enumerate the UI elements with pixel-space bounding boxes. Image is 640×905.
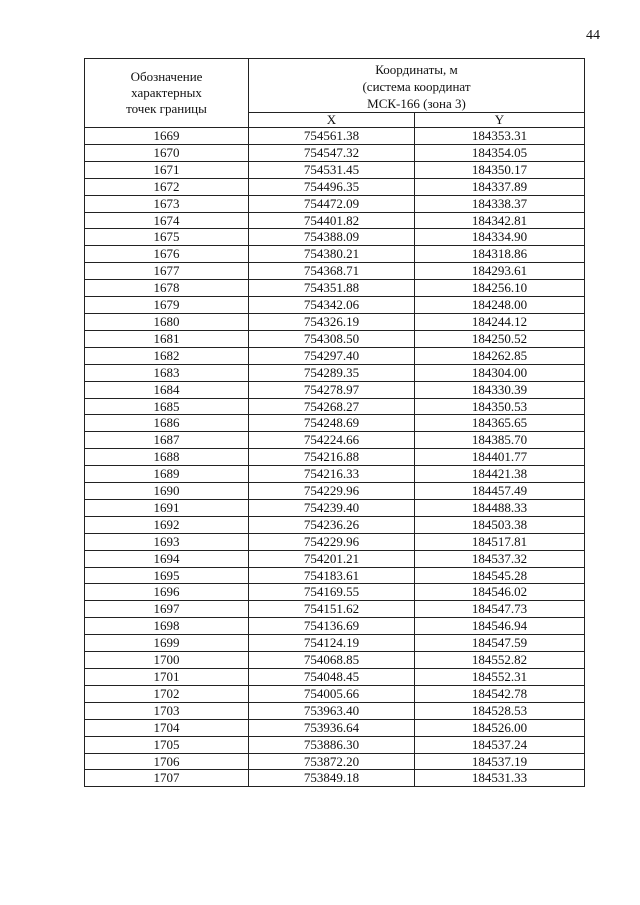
point-cell: 1695: [85, 567, 249, 584]
point-cell: 1686: [85, 415, 249, 432]
point-cell: 1688: [85, 449, 249, 466]
point-cell: 1681: [85, 330, 249, 347]
point-cell: 1673: [85, 195, 249, 212]
point-cell: 1694: [85, 550, 249, 567]
x-coordinate-cell: 754048.45: [249, 669, 415, 686]
table-row: [85, 652, 585, 669]
y-coordinate-cell: 184262.85: [415, 347, 585, 364]
page-number: 44: [586, 28, 600, 43]
y-coordinate-cell: 184248.00: [415, 297, 585, 314]
x-coordinate-cell: 753963.40: [249, 702, 415, 719]
x-coordinate-cell: 754380.21: [249, 246, 415, 263]
point-cell: 1683: [85, 364, 249, 381]
y-coordinate-cell: 184457.49: [415, 483, 585, 500]
coords-header-line: МСК-166 (зона 3): [367, 96, 466, 111]
table-row: [85, 398, 585, 415]
table-row: [85, 449, 585, 466]
table-row: [85, 347, 585, 364]
point-cell: 1669: [85, 128, 249, 145]
point-cell: 1700: [85, 652, 249, 669]
table-row: [85, 195, 585, 212]
table-row: [85, 178, 585, 195]
coords-header-line: (система координат: [362, 79, 471, 94]
table-row: [85, 635, 585, 652]
x-coordinate-cell: 754068.85: [249, 652, 415, 669]
x-coordinate-cell: 754496.35: [249, 178, 415, 195]
y-coordinate-cell: 184546.94: [415, 618, 585, 635]
y-coordinate-cell: 184256.10: [415, 280, 585, 297]
table-row: [85, 313, 585, 330]
point-cell: 1691: [85, 499, 249, 516]
y-coordinate-cell: 184318.86: [415, 246, 585, 263]
x-coordinate-cell: 754472.09: [249, 195, 415, 212]
table-row: [85, 297, 585, 314]
point-cell: 1690: [85, 483, 249, 500]
table-row: [85, 685, 585, 702]
point-cell: 1692: [85, 516, 249, 533]
table-row: [85, 364, 585, 381]
x-coordinate-cell: 754229.96: [249, 483, 415, 500]
point-cell: 1704: [85, 719, 249, 736]
x-coordinate-cell: 754401.82: [249, 212, 415, 229]
x-coordinate-cell: 754005.66: [249, 685, 415, 702]
table-header: [85, 59, 585, 128]
point-header-line: Обозначение: [130, 69, 203, 84]
x-coordinate-cell: 754216.33: [249, 466, 415, 483]
x-coordinate-cell: 754289.35: [249, 364, 415, 381]
table-row: [85, 770, 585, 787]
point-cell: 1687: [85, 432, 249, 449]
x-coordinate-cell: 754268.27: [249, 398, 415, 415]
point-cell: 1705: [85, 736, 249, 753]
point-cell: 1702: [85, 685, 249, 702]
x-coordinate-cell: 753886.30: [249, 736, 415, 753]
table-row: [85, 246, 585, 263]
table-row: [85, 550, 585, 567]
x-coordinate-cell: 754388.09: [249, 229, 415, 246]
table-row: [85, 381, 585, 398]
table-row: [85, 229, 585, 246]
y-coordinate-cell: 184334.90: [415, 229, 585, 246]
x-coordinate-cell: 754248.69: [249, 415, 415, 432]
point-cell: 1701: [85, 669, 249, 686]
table-row: [85, 736, 585, 753]
table-row: [85, 415, 585, 432]
point-cell: 1684: [85, 381, 249, 398]
x-coordinate-cell: 754229.96: [249, 533, 415, 550]
y-coordinate-cell: 184547.73: [415, 601, 585, 618]
y-coordinate-cell: 184517.81: [415, 533, 585, 550]
y-coordinate-cell: 184545.28: [415, 567, 585, 584]
point-cell: 1670: [85, 144, 249, 161]
point-cell: 1697: [85, 601, 249, 618]
table-row: [85, 212, 585, 229]
y-coordinate-cell: 184385.70: [415, 432, 585, 449]
y-column-header: Y: [415, 113, 585, 128]
x-coordinate-cell: 754201.21: [249, 550, 415, 567]
x-coordinate-cell: 754169.55: [249, 584, 415, 601]
x-coordinate-cell: 754326.19: [249, 313, 415, 330]
y-coordinate-cell: 184338.37: [415, 195, 585, 212]
y-coordinate-cell: 184542.78: [415, 685, 585, 702]
x-coordinate-cell: 754216.88: [249, 449, 415, 466]
point-cell: 1672: [85, 178, 249, 195]
x-column-header: X: [249, 113, 415, 128]
x-coordinate-cell: 754124.19: [249, 635, 415, 652]
point-header-line: характерных: [131, 85, 202, 100]
y-coordinate-cell: 184526.00: [415, 719, 585, 736]
table-row: [85, 601, 585, 618]
table-row: [85, 719, 585, 736]
table-row: [85, 669, 585, 686]
x-coordinate-cell: 754239.40: [249, 499, 415, 516]
table-row: [85, 432, 585, 449]
y-coordinate-cell: 184546.02: [415, 584, 585, 601]
point-cell: 1689: [85, 466, 249, 483]
y-coordinate-cell: 184250.52: [415, 330, 585, 347]
x-coordinate-cell: 754368.71: [249, 263, 415, 280]
y-coordinate-cell: 184503.38: [415, 516, 585, 533]
x-coordinate-cell: 754297.40: [249, 347, 415, 364]
x-coordinate-cell: 754183.61: [249, 567, 415, 584]
point-cell: 1698: [85, 618, 249, 635]
point-cell: 1693: [85, 533, 249, 550]
x-coordinate-cell: 754342.06: [249, 297, 415, 314]
y-coordinate-cell: 184350.17: [415, 161, 585, 178]
point-cell: 1703: [85, 702, 249, 719]
x-coordinate-cell: 754547.32: [249, 144, 415, 161]
y-coordinate-cell: 184528.53: [415, 702, 585, 719]
y-coordinate-cell: 184537.32: [415, 550, 585, 567]
table-row: [85, 567, 585, 584]
table-row: [85, 161, 585, 178]
x-coordinate-cell: 754278.97: [249, 381, 415, 398]
y-coordinate-cell: 184531.33: [415, 770, 585, 787]
point-cell: 1682: [85, 347, 249, 364]
y-coordinate-cell: 184244.12: [415, 313, 585, 330]
x-coordinate-cell: 754236.26: [249, 516, 415, 533]
y-coordinate-cell: 184337.89: [415, 178, 585, 195]
table-row: [85, 618, 585, 635]
y-coordinate-cell: 184354.05: [415, 144, 585, 161]
table-row: [85, 483, 585, 500]
point-cell: 1677: [85, 263, 249, 280]
coordinates-table: [84, 58, 585, 787]
table-row: [85, 263, 585, 280]
y-coordinate-cell: 184401.77: [415, 449, 585, 466]
point-cell: 1696: [85, 584, 249, 601]
point-cell: 1674: [85, 212, 249, 229]
y-coordinate-cell: 184537.19: [415, 753, 585, 770]
y-coordinate-cell: 184488.33: [415, 499, 585, 516]
point-header-line: точек границы: [126, 101, 207, 116]
point-cell: 1680: [85, 313, 249, 330]
x-coordinate-cell: 754151.62: [249, 601, 415, 618]
x-coordinate-cell: 753936.64: [249, 719, 415, 736]
x-coordinate-cell: 754351.88: [249, 280, 415, 297]
table-row: [85, 280, 585, 297]
point-cell: 1678: [85, 280, 249, 297]
y-coordinate-cell: 184342.81: [415, 212, 585, 229]
table-body: [85, 128, 585, 787]
table-row: [85, 702, 585, 719]
x-coordinate-cell: 754224.66: [249, 432, 415, 449]
table-row: [85, 516, 585, 533]
point-cell: 1671: [85, 161, 249, 178]
table-row: [85, 144, 585, 161]
y-coordinate-cell: 184365.65: [415, 415, 585, 432]
y-coordinate-cell: 184552.31: [415, 669, 585, 686]
point-column-header: [85, 59, 249, 128]
y-coordinate-cell: 184537.24: [415, 736, 585, 753]
x-coordinate-cell: 754531.45: [249, 161, 415, 178]
point-cell: 1685: [85, 398, 249, 415]
point-cell: 1676: [85, 246, 249, 263]
table-row: [85, 128, 585, 145]
y-coordinate-cell: 184330.39: [415, 381, 585, 398]
point-cell: 1707: [85, 770, 249, 787]
x-coordinate-cell: 753849.18: [249, 770, 415, 787]
table-row: [85, 753, 585, 770]
x-coordinate-cell: 754308.50: [249, 330, 415, 347]
table-row: [85, 330, 585, 347]
y-coordinate-cell: 184552.82: [415, 652, 585, 669]
coordinates-column-header: [249, 59, 585, 113]
y-coordinate-cell: 184547.59: [415, 635, 585, 652]
point-cell: 1675: [85, 229, 249, 246]
y-coordinate-cell: 184304.00: [415, 364, 585, 381]
table-row: [85, 584, 585, 601]
table-row: [85, 533, 585, 550]
table-row: [85, 499, 585, 516]
y-coordinate-cell: 184350.53: [415, 398, 585, 415]
point-cell: 1706: [85, 753, 249, 770]
x-coordinate-cell: 754561.38: [249, 128, 415, 145]
y-coordinate-cell: 184293.61: [415, 263, 585, 280]
point-cell: 1699: [85, 635, 249, 652]
point-cell: 1679: [85, 297, 249, 314]
x-coordinate-cell: 754136.69: [249, 618, 415, 635]
x-coordinate-cell: 753872.20: [249, 753, 415, 770]
table-row: [85, 466, 585, 483]
y-coordinate-cell: 184421.38: [415, 466, 585, 483]
y-coordinate-cell: 184353.31: [415, 128, 585, 145]
coords-header-line: Координаты, м: [375, 62, 458, 77]
